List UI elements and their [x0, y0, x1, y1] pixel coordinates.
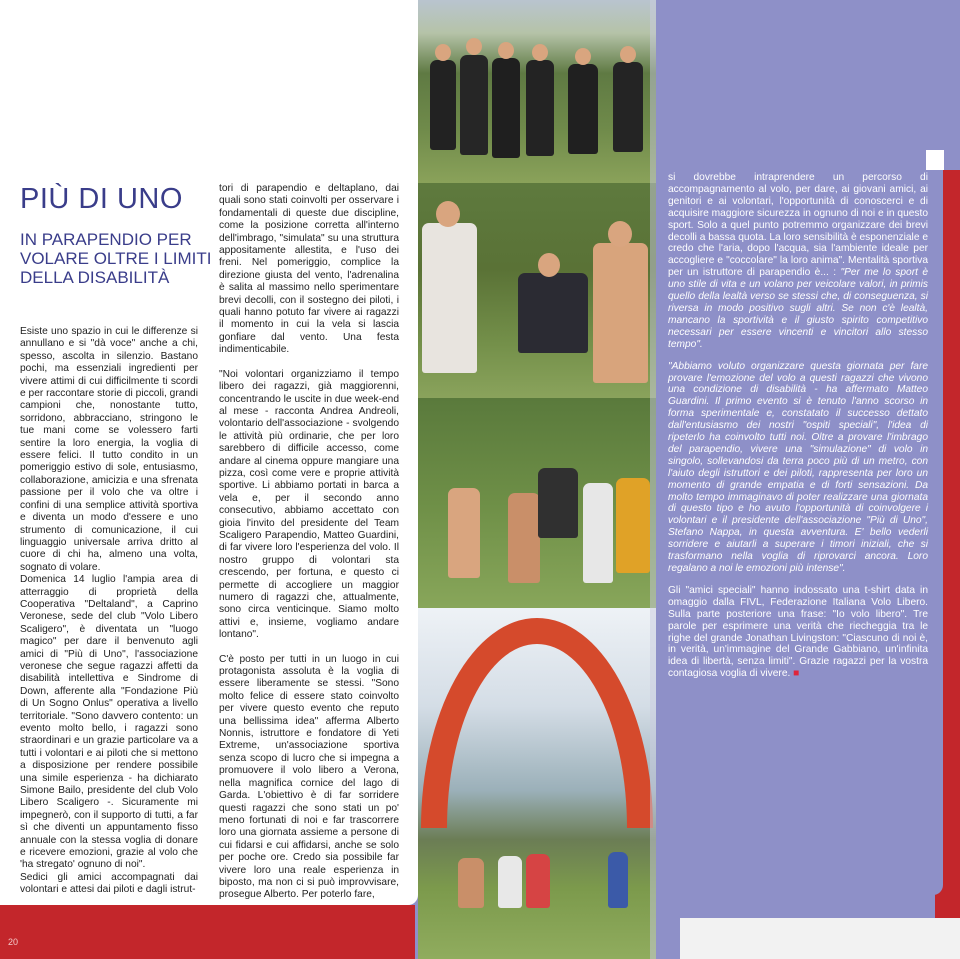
person-head	[466, 38, 482, 55]
person-head	[498, 42, 514, 59]
text-column-1	[20, 326, 198, 897]
page-notch	[926, 150, 944, 170]
person-figure	[526, 60, 554, 156]
person-head	[435, 44, 451, 61]
person-head	[538, 253, 560, 277]
paragraph-text: si dovrebbe intraprendere un percorso di accompagnamento al volo, per dare, ai giovani amici, ai genitori e ai volontari, l'opportunità di conoscerci e di acquisire maggiore sicurezza in ognuno di noi e in questo sport. Solo a quel punto potremmo organizzare dei brevi decolli a bassa quota. La loro sensibilità è esponenziale e credo che l'aria, dopo l'acqua, sia l'ambiente ideale per accogliere e "coccolare" la loro anima". Mentalità sportiva per un istruttore di parapendio è... :	[668, 172, 928, 279]
person-figure	[616, 478, 650, 573]
paragraph	[668, 361, 928, 575]
person-head	[608, 221, 632, 247]
person-figure	[430, 60, 456, 150]
person-head	[436, 201, 460, 227]
person-figure	[593, 243, 648, 383]
person-figure	[608, 852, 628, 908]
quote: "Abbiamo voluto organizzare questa giornata per fare provare l'emozione del volo a questi ragazzi che vivono una condizione di disabilità - ha affermato Matteo Guardini. Il primo evento si è tenuto l'anno scorso in forma sperimentale e, constatato il successo dettato dall'entusiasmo dei nostri "ospiti speciali", l'idea di ripeterlo ha coinvolto tutti noi. Oltre a provare l'imbrago del parapendio, vivere una "simulazione" di volo in singolo, sollevandosi da terra poco più di un metro, con l'aiuto degli istruttori e dei piloti, rappresenta per loro un momento di grande empatia e di forti sensazioni. Da molto tempo immaginavo di poter realizzare una giornata di questo tipo e ho avuto l'opportunità di coinvolgere i volontari e il presidente dell'associazione "Più di Uno", Stefano Nappa, in questa avventura. E' bello vederli sorridere e aiutarli a superare i timori iniziali, che si trasformano nella voglia di riprovarci ancora. Loro regalano a noi le emozioni più intense".	[668, 360, 928, 574]
person-head	[620, 46, 636, 63]
person-figure	[568, 64, 598, 154]
person-head	[532, 44, 548, 61]
person-figure	[458, 858, 484, 908]
person-figure	[498, 856, 522, 908]
white-band-bottom	[680, 918, 960, 959]
person-figure	[460, 55, 488, 155]
paraglider-wing	[421, 618, 653, 828]
quote: "Per me lo sport è uno stile di vita e un volano per veicolare valori, in primis quello della lealtà verso se stessi che, di conseguenza, si riversa in modo positivo sugli altri. Se non c'è lealtà, mancano la sportività e il giusto spirito competitivo necessari per essere vincenti e vincitori allo stesso tempo".	[668, 267, 928, 350]
paragraph	[668, 585, 928, 680]
photo-strip	[418, 0, 656, 959]
paragraph: Esiste uno spazio in cui le differenze si annullano e si "dà voce" anche a chi, spesso, ascolta in silenzio. Bastano pochi, ma essenziali ingredienti per vivere attimi di cui difficilmente ti scordi e per raccontare storie di piccoli, grandi campioni che, nonostante tutto, sorridono, abbracciano, stringono le tue mani come se volessero farti sentire la loro energia, la voglia di essere felici. Il tutto condito in un pomeriggio estivo di sole, entusiasmo, collaborazione, amicizia e una sfrenata passione per il volo che va oltre i confini di una semplice attività sportiva e diventa un modo d'essere e uno strumento di comunicazione, il cui linguaggio universale arriva dritto al cuore di chi ha, almeno una volta, sognato di volare.	[20, 326, 198, 573]
text-column-2	[219, 183, 399, 914]
takeoff-photo	[418, 398, 656, 608]
person-figure	[492, 58, 520, 158]
paragraph: Domenica 14 luglio l'ampia area di atterraggio di proprietà della Cooperativa "Deltaland", a Caprino Veronese, sede del club "Volo Libero Scaligero", è diventata un "luogo magico" per dare il benvenuto agli amici di "Più di Uno", l'associazione veronese che segue ragazzi affetti da disabilità intellettiva e Sindrome di Down, afferente alla "Fondazione Più di Un Sogno Onlus" operativa a livello territoriale. "Sono davvero contento: un evento molto bello, i ragazzi sono straordinari e un grazie particolare va a tutti i volontari e ai piloti che si mettono a disposizione per rendere possibile una simile esperienza - ha dichiarato Simone Bailo, presidente del club Volo Libero Scaligero -. Sicuramente mi impegnerò, con il supporto di tutti, a far sì che diventi un appuntamento fisso annuale con la stessa voglia di donare e ricevere emozioni, grazie al volo che 'ha stregato' ognuno di noi".	[20, 574, 198, 871]
end-mark-icon: ■	[793, 668, 800, 680]
paragraph: tori di parapendio e deltaplano, dai quali sono stati coinvolti per osservare i fondamentali di queste due discipline, come la posizione corretta all'interno dell'imbrago, "simulata" su una struttura appositamente allestita, e l'uso dei freni. Nel pomeriggio, complice la direzione giusta del vento, l'adrenalina è salita al massimo nello sperimentare brevi decolli, con il sostegno dei piloti, i quali hanno potuto far vivere ai ragazzi il momento in cui la vela si lascia gonfiare dal vento. Una festa indimenticabile.	[219, 183, 399, 356]
page-number: 20	[8, 937, 19, 947]
harness	[538, 468, 578, 538]
person-figure	[526, 854, 550, 908]
person-figure	[422, 223, 477, 373]
paragraph: Sedici gli amici accompagnati dai volontari e attesi dai piloti e dagli istrut-	[20, 871, 198, 896]
paragraph-text: Gli "amici speciali" hanno indossato una t-shirt data in omaggio dalla FIVL, Federazione Italiana Volo Libero. Sulla parte posteriore una frase: "Io volo libero". Tre parole per esprimere una verità che riecheggia tra le righe del grande Jonathan Livingston: "Ciascuno di noi è, in verità, un'immagine del Grande Gabbiano, un'infinita idea di libertà, senza limiti". Grazie ragazzi per la vostra contagiosa voglia di vivere.	[668, 584, 928, 680]
paragraph	[668, 172, 928, 351]
article-title: PIÙ DI UNO	[20, 183, 183, 215]
harness-photo	[418, 183, 656, 398]
text-column-3	[668, 172, 928, 690]
person-figure	[583, 483, 613, 583]
article-subtitle: IN PARAPENDIO PER VOLARE OLTRE I LIMITI DELLA DISABILITÀ	[20, 230, 212, 287]
person-figure	[448, 488, 480, 578]
paragraph: "Noi volontari organizziamo il tempo libero dei ragazzi, già maggiorenni, concentrando le uscite in due week-end al mese - racconta Andrea Andreoli, volontario dell'associazione - svolgendo le attività più ordinarie, che per loro sarebbero di difficile accesso, come andare al cinema oppure mangiare una pizza, così come vere e proprie attività sportive. Li abbiamo portati in barca a vela e, per il secondo anno consecutivo, abbiamo accettato con gioia l'invito del presidente del Team Scaligero Parapendio, Matteo Guardini, di far vivere loro l'esperienza del volo. Il nostro gruppo di volontari sta crescendo, per fortuna, e questo ci permette di accogliere un maggior numero di ragazzi che, attualmente, sono circa venticinque. Siamo molto attivi e, insieme, vogliamo andare lontano".	[219, 368, 399, 641]
group-photo	[418, 0, 656, 183]
paraglider-photo	[418, 608, 656, 959]
paragraph: C'è posto per tutti in un luogo in cui protagonista assoluta è la voglia di essere liberamente se stessi. "Sono molto felice di essere stato coinvolto per vivere questo evento che reputo una bellissima idea" afferma Alberto Nonnis, istruttore e fondatore di Yeti Extreme, un'associazione sportiva senza scopo di lucro che si impegna a promuovere il volo libero a Verona, nella magnifica cornice del lago di Garda. L'obiettivo è di far sorridere questi ragazzi che sono stati un po' meno fortunati di noi e far trascorrere loro una giornata assieme a persone di cui fidarsi e cui affidarsi, anche se solo per poche ore. Credo sia possibile far vivere loro una reale esperienza in biposto, ma non ci si può improvvisare, prosegue Alberto. Per poterlo fare,	[219, 653, 399, 901]
person-head	[575, 48, 591, 65]
person-figure	[613, 62, 643, 152]
left-page	[0, 0, 418, 905]
harness	[518, 273, 588, 353]
person-figure	[508, 493, 540, 583]
